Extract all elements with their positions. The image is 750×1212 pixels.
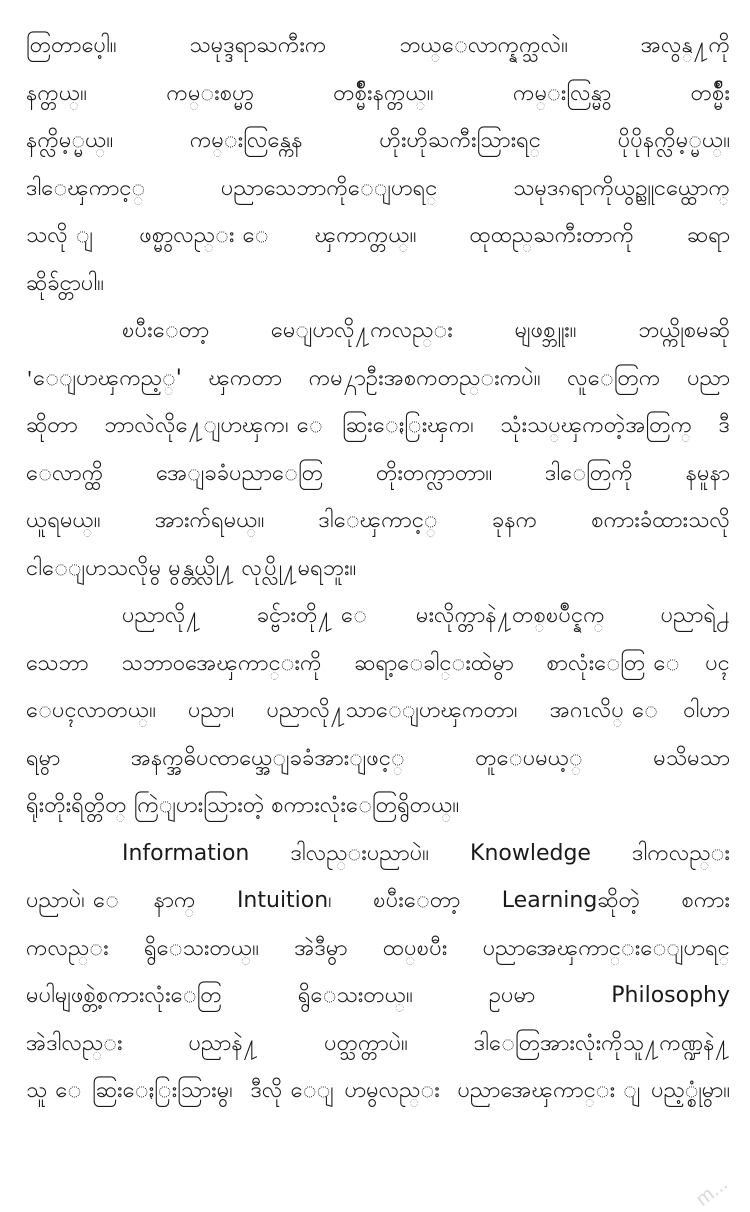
- text-line: ငါေျပာသလိုမွ မွန္တယ္လို႔ လုပ္လို႔မရဘူး။: [26, 555, 357, 581]
- text-line: သေဘာ သဘာဝအေၾကာင္းကို ဆရာ့ေခါင္းထဲမွာ စာလုံးေတြ ေပၚ: [26, 650, 730, 676]
- text-line: ေပၚလာတယ္။ ပညာ၊ ပညာလို႔သာေျပာၾကတာ၊ အဂၤလိပ္ ေဝါဟာ: [26, 698, 730, 723]
- text-line: နက္လိမ့္မယ္။ ကမ္းလြန္ကေန ဟိုးဟိုႀကီးသြားရင္ ပိုပိုနက္လိမ့္မယ္။: [26, 128, 730, 153]
- text-line: ရမွာ အနက္အဓိပၸာယ္အေျခခံအားျဖင့္ တူေပမယ့္ မသိမသာ: [26, 745, 730, 771]
- text-line: နက္တယ္။ ကမ္းစပ္မွာ တစ္မ်ိဳးနက္တယ္။ ကမ္းလြန္မွာ တစ္မ်ိဳး: [26, 80, 730, 106]
- paragraph-first-line: Information ဒါလည္းပညာပဲ။ Knowledge ဒါကလည္း: [122, 840, 730, 866]
- text-line: ပညာပဲ၊ ေနာက္ Intuition၊ ၿပီးေတာ့ Learningဆိုတဲ့ စကား: [26, 888, 730, 913]
- text-line: ဒါေၾကာင့္ ပညာသေဘာကိုေျပာရင္ သမုဒၵရာကိုယွဥ္သူငယ္ထောက္: [26, 175, 730, 201]
- paragraph-first-line: ၿပီးေတာ့ မေျပာလို႔ကလည္း မျဖစ္ဘူး။ ဘယ္ကိုစမဆို: [122, 318, 730, 343]
- text-line: ဆိုတာ ဘာလဲလို႔ေျပာၾက၊ ေဆြးေႏြးၾက၊ သုံးသပ္ၾကတဲ့အတြက္ ဒီ: [26, 413, 730, 438]
- text-line: ရိုးတိုးရိတ္တိတ္ ကြဲျပားသြားတဲ့ စကားလုံးေတြရွိတယ္။: [26, 793, 460, 818]
- paragraph-first-line: ပညာလို႔ ခင္ဗ်ားတို႔ ေမးလိုက္တာနဲ႔တစ္ၿပိဳင္နက္ ပညာရဲ႕: [122, 603, 730, 628]
- text-line: ဆိုခ်င္တာပါ။: [26, 270, 104, 296]
- text-line: ယူရမယ္။ အားက်ရမယ္။ ဒါေၾကာင့္ ခုနက စကားခံထားသလို: [26, 508, 730, 533]
- text-line: တြတာပေ့ါ။ သမုဒ္ဒရာႀကီးက ဘယ္ေလာက္နက္သလဲ။ အလွန္႔ကို: [26, 33, 730, 58]
- text-line: မပါမျဖစ္တဲ့စကားလုံးေတြ ရွိေသးတယ္။ ဥပမာ Philosophy: [26, 983, 730, 1008]
- text-line: ေလာက္ထိ အေျခခံပညာေတြ တိုးတက္လာတာ။ ဒါေတြကို နမူနာ: [26, 460, 730, 486]
- text-line: 'ေျပာၾကည့္' ၾကတာ ကမ႓ာဦးအစကတည္းကပဲ။ လူေတြက ပညာ: [26, 365, 730, 391]
- watermark: m...: [691, 1172, 732, 1211]
- text-line: အဲဒါလည္း ပညာနဲ႔ ပတ္သက္တာပဲ။ ဒါေတြအားလုံးကိုသူ႔ကဏ္ဍနဲ႔: [26, 1030, 730, 1056]
- text-line: သလို ျဖစ္မွာလည္း ေၾကာက္တယ္။ ထုထည္ႀကီးတာကို ဆရာ: [26, 223, 730, 248]
- text-line: သူ ေဆြးေႏြးသြားမွ၊ ဒီလို ေျပာမွလည္း ပညာအေၾကာင္း ျပည့္စုံမွာ။: [26, 1078, 730, 1103]
- text-line: ကလည္း ရွိေသးတယ္။ အဲဒီမွာ ထပ္ၿပီး ပညာအေၾကာင္းေျပာရင္: [26, 935, 730, 961]
